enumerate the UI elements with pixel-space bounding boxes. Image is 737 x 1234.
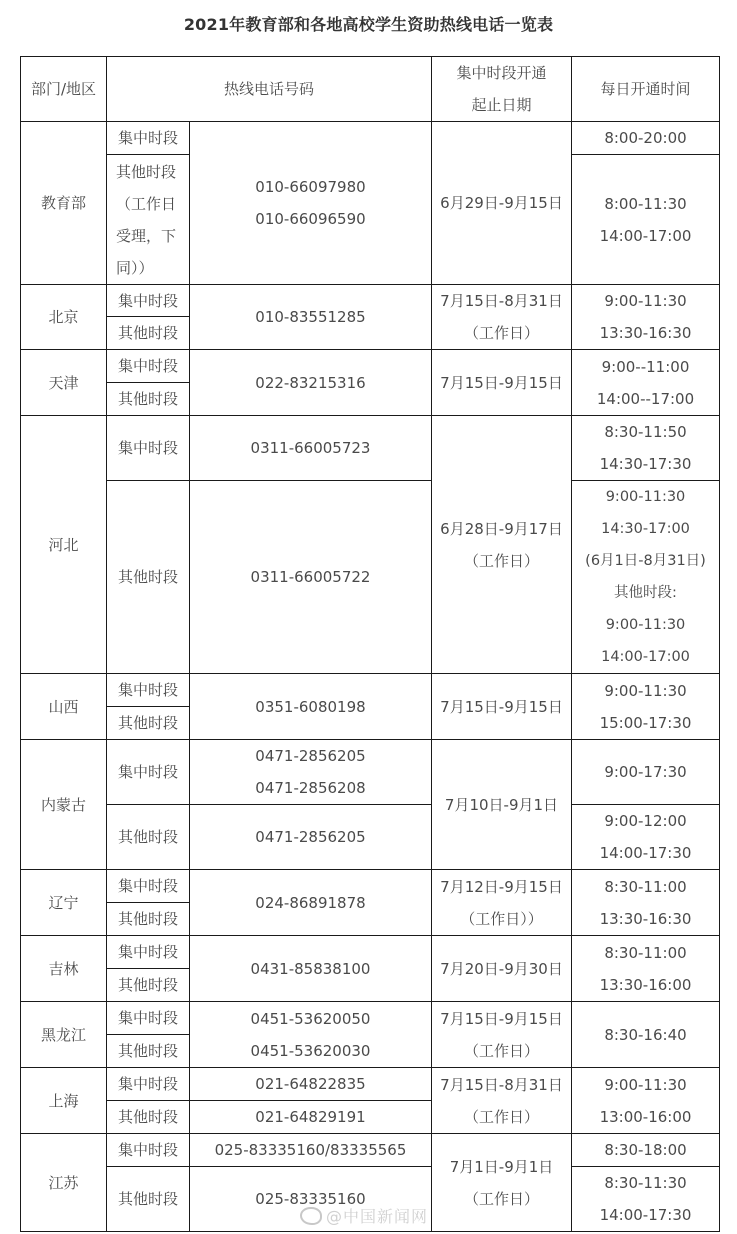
period-label-note: 受理，下	[116, 226, 177, 245]
phone-number[interactable]: 0451-53620030	[250, 1041, 371, 1060]
hours-cell	[571, 121, 720, 155]
hours-value: 9:00--11:00	[601, 357, 690, 376]
hours-value: 14:30-17:30	[599, 455, 692, 473]
hours-value: 8:30-18:00	[604, 1141, 687, 1159]
region-name: 北京	[48, 308, 79, 326]
period-other	[106, 480, 190, 674]
period-label: 其他时段	[117, 714, 178, 732]
phone-cell	[189, 869, 432, 936]
hours-value: 8:30-11:00	[604, 943, 687, 962]
hours-cell	[571, 739, 720, 805]
phone-number[interactable]: 021-64822835	[255, 1075, 366, 1093]
phone-cell	[189, 349, 432, 416]
region-cell	[20, 1067, 107, 1134]
region-name: 黑龙江	[40, 1025, 86, 1044]
phone-number[interactable]: 022-83215316	[255, 373, 366, 392]
region-cell	[20, 1001, 107, 1068]
period-label: 其他时段	[117, 976, 178, 994]
period-concentrated	[106, 673, 190, 707]
hours-cell	[571, 869, 720, 936]
hours-value: 14:00-17:00	[599, 226, 692, 245]
dates-cell	[431, 1133, 572, 1232]
period-other	[106, 1166, 190, 1232]
region-cell	[20, 673, 107, 740]
period-other	[106, 1100, 190, 1134]
hours-cell	[571, 154, 720, 285]
period-label: 集中时段	[117, 943, 178, 961]
period-label: 其他时段	[117, 568, 178, 586]
hours-cell	[571, 935, 720, 1002]
phone-cell	[189, 415, 432, 481]
period-label: 集中时段	[117, 291, 178, 310]
hours-value: 9:00-17:30	[604, 763, 687, 781]
period-concentrated	[106, 349, 190, 383]
period-concentrated	[106, 121, 190, 155]
hours-date-note: (6月1日-8月31日)	[585, 553, 706, 569]
hours-value: 8:30-16:40	[604, 1025, 687, 1044]
period-label: 其他时段	[116, 162, 177, 181]
period-label: 集中时段	[117, 1141, 178, 1159]
hours-cell	[571, 349, 720, 416]
phone-number[interactable]: 0471-2856205	[255, 747, 366, 765]
hours-value: 9:00-12:00	[604, 812, 687, 830]
hours-value: 13:30-16:30	[599, 909, 692, 928]
phone-cell	[189, 1067, 432, 1101]
region-cell	[20, 869, 107, 936]
header-dates-line1: 集中时段开通	[456, 64, 547, 82]
dates-cell	[431, 349, 572, 416]
region-cell	[20, 1133, 107, 1232]
region-name: 上海	[48, 1091, 79, 1110]
dates-cell	[431, 673, 572, 740]
hours-value: 13:30-16:30	[599, 324, 692, 342]
period-concentrated	[106, 415, 190, 481]
region-name: 吉林	[48, 959, 79, 978]
phone-cell	[189, 480, 432, 674]
phone-cell	[189, 121, 432, 285]
phone-cell	[189, 1001, 432, 1068]
phone-number[interactable]: 0451-53620050	[250, 1009, 371, 1028]
phone-number[interactable]: 0311-66005722	[250, 568, 371, 586]
date-range: 7月15日-9月15日	[440, 697, 563, 716]
period-other	[106, 804, 190, 870]
period-concentrated	[106, 1067, 190, 1101]
region-name: 山西	[48, 697, 79, 716]
date-range: 6月29日-9月15日	[440, 194, 563, 212]
region-cell	[20, 415, 107, 674]
hours-value: 9:00-11:30	[605, 489, 686, 505]
period-label: 集中时段	[117, 763, 178, 781]
header-region-label: 部门/地区	[30, 80, 97, 98]
period-other	[106, 154, 190, 285]
hours-value: 13:00-16:00	[599, 1107, 692, 1126]
hours-value: 15:00-17:30	[599, 713, 692, 732]
period-label: 集中时段	[117, 681, 178, 699]
phone-number[interactable]: 0471-2856208	[255, 779, 366, 797]
date-range: 7月15日-8月31日	[440, 292, 563, 310]
hours-value: 9:00-11:30	[604, 1075, 687, 1094]
header-phone	[106, 56, 432, 122]
period-concentrated	[106, 935, 190, 969]
hours-cell	[571, 480, 720, 674]
period-label: 集中时段	[117, 1009, 178, 1027]
dates-cell	[431, 1001, 572, 1068]
date-note: （工作日）	[463, 1041, 539, 1060]
date-note: （工作日））	[460, 909, 543, 928]
weibo-logo-icon	[300, 1207, 322, 1225]
dates-cell	[431, 284, 572, 350]
period-other	[106, 968, 190, 1002]
phone-number[interactable]: 025-83335160/83335565	[214, 1141, 407, 1159]
hours-value: 8:30-11:30	[604, 1174, 687, 1192]
period-concentrated	[106, 1133, 190, 1167]
date-range: 7月1日-9月1日	[449, 1157, 554, 1176]
region-name: 教育部	[40, 194, 86, 212]
date-range: 7月12日-9月15日	[440, 877, 563, 896]
hours-value: 14:00-17:30	[599, 844, 692, 862]
hours-value: 14:00-17:30	[599, 1206, 692, 1224]
phone-number[interactable]: 010-66097980	[255, 178, 366, 196]
date-range: 7月20日-9月30日	[440, 959, 563, 978]
hours-cell	[571, 1166, 720, 1232]
period-label: 集中时段	[117, 877, 178, 895]
region-name: 辽宁	[48, 893, 79, 912]
phone-cell	[189, 739, 432, 805]
date-note: （工作日）	[463, 324, 539, 342]
hours-cell	[571, 1001, 720, 1068]
hours-value: 8:30-11:50	[604, 423, 687, 441]
hours-value: 14:00--17:00	[596, 389, 695, 408]
header-phone-label: 热线电话号码	[223, 80, 314, 98]
date-range: 7月15日-9月15日	[440, 373, 563, 392]
dates-cell	[431, 415, 572, 674]
period-label: 集中时段	[117, 129, 178, 147]
header-dates	[431, 56, 572, 122]
dates-cell	[431, 869, 572, 936]
header-region	[20, 56, 107, 122]
hours-value: 8:00-20:00	[604, 129, 687, 147]
dates-cell	[431, 121, 572, 285]
period-label: 其他时段	[117, 1042, 178, 1060]
period-label: 集中时段	[117, 357, 178, 375]
period-other	[106, 316, 190, 350]
period-label-note: （工作日	[116, 194, 177, 213]
hours-cell	[571, 415, 720, 481]
period-label-note: 同））	[116, 258, 154, 277]
hours-cell	[571, 804, 720, 870]
phone-cell	[189, 804, 432, 870]
region-name: 天津	[48, 373, 79, 392]
phone-number[interactable]: 010-66096590	[255, 210, 366, 228]
region-name: 河北	[48, 535, 79, 554]
period-concentrated	[106, 739, 190, 805]
date-note: （工作日）	[463, 551, 539, 570]
region-cell	[20, 121, 107, 285]
period-label: 集中时段	[117, 1075, 178, 1093]
hours-value: 9:00-11:30	[605, 617, 686, 633]
region-cell	[20, 349, 107, 416]
hours-value: 14:00-17:00	[601, 649, 690, 665]
phone-cell	[189, 284, 432, 350]
period-label: 其他时段	[117, 1108, 178, 1126]
header-hours-label: 每日开通时间	[600, 80, 691, 98]
page-title: 2021年教育部和各地高校学生资助热线电话一览表	[183, 15, 554, 34]
hours-value: 9:00-11:30	[604, 681, 687, 700]
period-other	[106, 382, 190, 416]
hours-value: 14:30-17:00	[601, 521, 690, 537]
dates-cell	[431, 1067, 572, 1134]
period-label: 其他时段	[117, 390, 178, 408]
period-label: 其他时段	[117, 1190, 178, 1208]
period-label: 其他时段	[117, 324, 178, 342]
hours-value: 9:00-11:30	[604, 292, 687, 310]
period-other	[106, 1034, 190, 1068]
phone-number[interactable]: 0311-66005723	[250, 439, 371, 457]
period-label: 其他时段	[117, 910, 178, 928]
region-name: 江苏	[48, 1173, 79, 1192]
region-cell	[20, 935, 107, 1002]
watermark	[300, 1204, 428, 1227]
phone-number[interactable]: 021-64829191	[255, 1108, 366, 1126]
header-hours	[571, 56, 720, 122]
phone-cell	[189, 673, 432, 740]
period-label: 集中时段	[117, 439, 178, 457]
phone-number[interactable]: 0351-6080198	[255, 697, 366, 716]
period-concentrated	[106, 869, 190, 903]
watermark-text: @中国新闻网	[326, 1207, 429, 1226]
hours-subheading: 其他时段:	[614, 585, 677, 601]
hours-cell	[571, 673, 720, 740]
header-dates-line2: 起止日期	[471, 96, 532, 114]
phone-number[interactable]: 024-86891878	[255, 893, 366, 912]
dates-cell	[431, 935, 572, 1002]
phone-number[interactable]: 0431-85838100	[250, 959, 371, 978]
region-cell	[20, 739, 107, 870]
period-label: 其他时段	[117, 828, 178, 846]
hours-cell	[571, 284, 720, 350]
phone-number[interactable]: 0471-2856205	[255, 828, 366, 846]
date-range: 7月10日-9月1日	[444, 795, 559, 814]
phone-number[interactable]: 010-83551285	[255, 308, 366, 326]
region-cell	[20, 284, 107, 350]
hours-value: 8:00-11:30	[604, 194, 687, 213]
region-name: 内蒙古	[40, 795, 86, 814]
phone-cell	[189, 1100, 432, 1134]
hours-value: 13:30-16:00	[599, 975, 692, 994]
date-note: （工作日）	[463, 1107, 539, 1126]
period-other	[106, 902, 190, 936]
period-other	[106, 706, 190, 740]
dates-cell	[431, 739, 572, 870]
date-note: （工作日）	[463, 1189, 539, 1208]
period-concentrated	[106, 284, 190, 317]
date-range: 6月28日-9月17日	[440, 519, 563, 538]
hours-cell	[571, 1133, 720, 1167]
hours-value: 8:30-11:00	[604, 877, 687, 896]
hours-cell	[571, 1067, 720, 1134]
period-concentrated	[106, 1001, 190, 1035]
phone-cell	[189, 1133, 432, 1167]
date-range: 7月15日-8月31日	[440, 1075, 563, 1094]
date-range: 7月15日-9月15日	[440, 1009, 563, 1028]
phone-cell	[189, 935, 432, 1002]
phone-number[interactable]: 025-83335160	[255, 1190, 366, 1208]
